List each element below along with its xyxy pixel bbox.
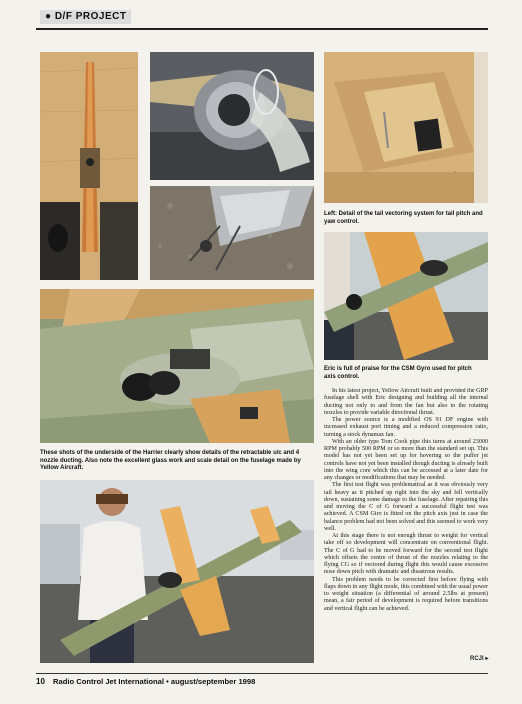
photo-exhaust-nozzle — [150, 52, 314, 180]
article-paragraph: With an older type Tom Cook pipe this turns at around 23000 RPM probably 500 RPM or so more than the standard set up. This model has not yet been set up for hovering so the puffer jet controls have not yet been installed though ducting is already built into the wing core which this can be accessed at a later date for any changes or modifications that may be needed. — [324, 438, 488, 481]
page-header — [36, 6, 488, 30]
page-footer — [36, 673, 488, 690]
section-title: D/F PROJECT — [54, 11, 127, 22]
article-paragraph: This problem needs to be corrected first before flying with flaps down in any flight mode, this combined with the usual power to weight situation (a differential of around 2.5lbs at present) mean, a fair period of development is required before transitions and vertical flight can be achieved. — [324, 576, 488, 612]
bullet-icon: ● — [45, 11, 52, 22]
photo-eric-harrier — [40, 480, 314, 663]
photo-eric-model — [324, 232, 488, 360]
continued-marker: RCJI ▸ — [470, 656, 489, 662]
publication-name: Radio Control Jet International — [53, 677, 164, 686]
photo-tail-vectoring — [324, 52, 488, 203]
article-paragraph: The power source is a modified OS 91 DF engine with increased exhaust port timing and a reduced compression ratio, turning a stock dynamax fan. — [324, 417, 488, 438]
photo-tail-fin — [40, 52, 138, 280]
caption-tail-vectoring: Left: Detail of the tail vectoring system for tail pitch and yaw control. — [324, 211, 483, 225]
article-paragraph: At this stage there is not enough thrust to weight for vertical take off so development will concentrate on conventional flight. The C of G had to be moved forward for the second test flight which offsets the centre of thrust of the nozzles relating to the flying CG so if vectored during flight this would cause excessive nose down pitch with dramatic and disastrous results. — [324, 533, 488, 576]
issue-date: august/september 1998 — [170, 677, 256, 686]
page-number: 10 — [36, 677, 45, 686]
caption-eric-gyro: Eric is full of praise for the CSM Gyro used for pitch axis control. — [324, 366, 472, 380]
caption-underside: These shots of the underside of the Harrier clearly show details of the retractable u/c and 4 nozzle ducting. Also note the excellent glass work and scale detail on the fuselage made by Yellow Aircraft. — [40, 450, 301, 472]
article-paragraph: The first test flight was problematical as it was obviously very tail heavy as it pitched up right into the sky and fell vertically down, sustaining some damage to the fuselage. After repairing this and moving the C of G forward a successful flight test was achieved. A CSM Giro is fitted on the pitch axis just in case the balance problem had not been solved and this seemed to work very well. — [324, 482, 488, 532]
photo-nozzle-ducting — [150, 186, 314, 280]
section-tag — [40, 10, 131, 24]
footer-line — [36, 677, 255, 686]
article-paragraph: In his latest project, Yellow Aircraft built and provided the GRP fuselage shell with Eric designing and building all the internal ducting not only to and from the fan but also to the rotating nozzles to provide variable directional thrust. — [324, 388, 488, 416]
photo-underside — [40, 289, 314, 443]
footer-separator: • — [166, 677, 169, 686]
article-body — [324, 388, 488, 666]
